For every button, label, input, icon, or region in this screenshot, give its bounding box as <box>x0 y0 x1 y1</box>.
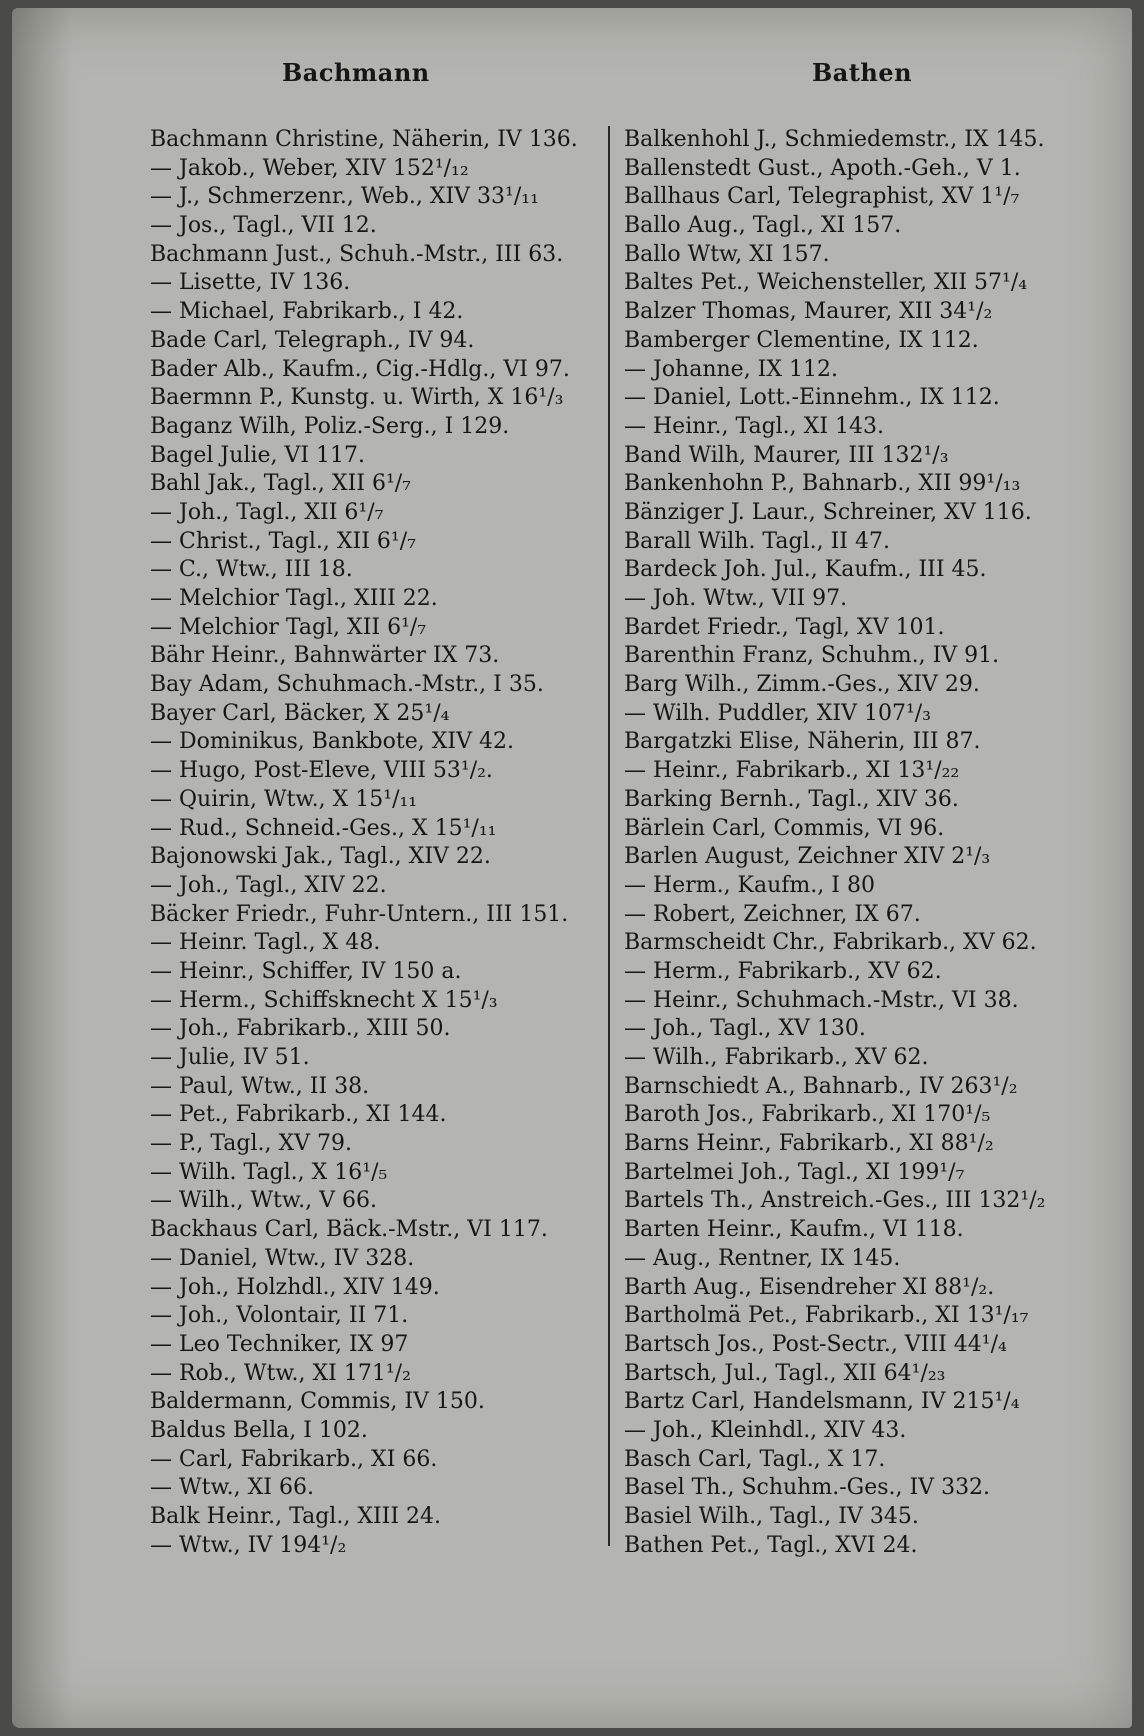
directory-entry: — Heinr., Tagl., XI 143. <box>624 413 884 439</box>
directory-entry: — Heinr., Fabrikarb., XI 13¹/₂₂ <box>624 758 960 784</box>
directory-page <box>12 8 1132 1728</box>
directory-entry: — Wilh., Wtw., V 66. <box>150 1188 377 1214</box>
directory-entry: Basel Th., Schuhm.-Ges., IV 332. <box>624 1475 991 1501</box>
directory-entry: — Christ., Tagl., XII 6¹/₇ <box>150 528 416 554</box>
directory-entry: — Melchior Tagl, XII 6¹/₇ <box>150 614 427 640</box>
directory-entry: Balkenhohl J., Schmiedemstr., IX 145. <box>624 127 1045 152</box>
directory-entry: Bachmann Christine, Näherin, IV 136. <box>150 127 578 152</box>
directory-entry: — Heinr., Schuhmach.-Mstr., VI 38. <box>624 987 1019 1013</box>
directory-entry: Balk Heinr., Tagl., XIII 24. <box>150 1504 442 1529</box>
directory-entry: — Joh., Fabrikarb., XIII 50. <box>150 1016 451 1042</box>
directory-entry: — Rob., Wtw., XI 171¹/₂ <box>150 1360 411 1386</box>
directory-entry: — Wilh. Tagl., X 16¹/₅ <box>150 1159 388 1185</box>
directory-entry: Baermnn P., Kunstg. u. Wirth, X 16¹/₃ <box>150 385 564 411</box>
directory-entry: Balzer Thomas, Maurer, XII 34¹/₂ <box>624 299 993 325</box>
directory-entry: Backhaus Carl, Bäck.-Mstr., VI 117. <box>150 1217 548 1243</box>
directory-entry: — Daniel, Wtw., IV 328. <box>150 1245 415 1271</box>
directory-entry: — C., Wtw., III 18. <box>150 557 353 583</box>
directory-entry: — Michael, Fabrikarb., I 42. <box>150 299 464 325</box>
page-binding-shadow <box>12 8 72 1728</box>
directory-entry: — Melchior Tagl., XIII 22. <box>150 586 438 611</box>
directory-entry: Bader Alb., Kaufm., Cig.-Hdlg., VI 97. <box>150 356 570 382</box>
directory-entry: Bähr Heinr., Bahnwärter IX 73. <box>150 643 500 669</box>
directory-entry: — Joh., Tagl., XIV 22. <box>150 872 387 898</box>
directory-entry: — Wtw., IV 194¹/₂ <box>150 1532 347 1558</box>
directory-entry: — Dominikus, Bankbote, XIV 42. <box>150 729 514 755</box>
directory-entry: — Wilh., Fabrikarb., XV 62. <box>624 1045 929 1070</box>
directory-entry: Ballhaus Carl, Telegraphist, XV 1¹/₇ <box>624 184 1020 210</box>
directory-entry: Bartsch Jos., Post-Sectr., VIII 44¹/₄ <box>624 1331 1007 1357</box>
directory-entry: Bardet Friedr., Tagl, XV 101. <box>624 614 945 640</box>
directory-entry: Bayer Carl, Bäcker, X 25¹/₄ <box>150 700 450 726</box>
directory-entry: — Robert, Zeichner, IX 67. <box>624 901 921 927</box>
directory-entry: — Carl, Fabrikarb., XI 66. <box>150 1446 438 1472</box>
directory-entry: Bankenhohn P., Bahnarb., XII 99¹/₁₃ <box>624 471 1021 497</box>
directory-entry: — J., Schmerzenr., Web., XIV 33¹/₁₁ <box>150 184 539 210</box>
directory-entry: Bay Adam, Schuhmach.-Mstr., I 35. <box>150 672 544 698</box>
directory-entry: Basiel Wilh., Tagl., IV 345. <box>624 1504 919 1529</box>
directory-entry: — Joh., Tagl., XV 130. <box>624 1016 866 1042</box>
directory-entry: Baganz Wilh, Poliz.-Serg., I 129. <box>150 413 510 439</box>
directory-entry: — Jos., Tagl., VII 12. <box>150 213 377 239</box>
directory-entry: Band Wilh, Maurer, III 132¹/₃ <box>624 442 949 468</box>
right-column <box>624 126 1094 1560</box>
directory-entry: — Joh., Volontair, II 71. <box>150 1303 409 1329</box>
directory-entry: Bartels Th., Anstreich.-Ges., III 132¹/₂ <box>624 1188 1046 1214</box>
directory-entry: Bathen Pet., Tagl., XVI 24. <box>624 1532 918 1558</box>
directory-entry: — P., Tagl., XV 79. <box>150 1131 353 1157</box>
directory-entry: Bardeck Joh. Jul., Kaufm., III 45. <box>624 557 987 583</box>
directory-entry: Bachmann Just., Schuh.-Mstr., III 63. <box>150 241 564 267</box>
directory-entry: Basch Carl, Tagl., X 17. <box>624 1446 886 1472</box>
directory-entry: Bahl Jak., Tagl., XII 6¹/₇ <box>150 471 411 497</box>
directory-entry: — Jakob., Weber, XIV 152¹/₁₂ <box>150 155 469 181</box>
directory-entry: — Wtw., XI 66. <box>150 1475 314 1501</box>
directory-entry: Baldermann, Commis, IV 150. <box>150 1389 485 1415</box>
directory-entry: Ballo Wtw, XI 157. <box>624 241 830 267</box>
directory-entry: Barten Heinr., Kaufm., VI 118. <box>624 1217 964 1243</box>
directory-entry: Barnschiedt A., Bahnarb., IV 263¹/₂ <box>624 1073 1018 1099</box>
directory-entry: — Joh., Tagl., XII 6¹/₇ <box>150 499 384 525</box>
page-header-left: Bachmann <box>282 58 430 87</box>
directory-entry: — Johanne, IX 112. <box>624 356 839 382</box>
directory-entry: — Herm., Fabrikarb., XV 62. <box>624 958 942 984</box>
directory-entry: — Paul, Wtw., II 38. <box>150 1073 370 1099</box>
directory-entry: — Aug., Rentner, IX 145. <box>624 1245 901 1271</box>
directory-entry: Baroth Jos., Fabrikarb., XI 170¹/₅ <box>624 1102 991 1128</box>
directory-entry: — Wilh. Puddler, XIV 107¹/₃ <box>624 700 932 726</box>
directory-entry: — Heinr. Tagl., X 48. <box>150 930 381 956</box>
directory-entry: Bargatzki Elise, Näherin, III 87. <box>624 729 981 755</box>
directory-entry: — Joh., Kleinhdl., XIV 43. <box>624 1417 907 1443</box>
directory-entry: Bamberger Clementine, IX 112. <box>624 327 979 353</box>
directory-entry: Barg Wilh., Zimm.-Ges., XIV 29. <box>624 672 980 698</box>
directory-entry: Bartsch, Jul., Tagl., XII 64¹/₂₃ <box>624 1360 946 1386</box>
directory-entry: Barns Heinr., Fabrikarb., XI 88¹/₂ <box>624 1131 994 1157</box>
directory-entry: Bartz Carl, Handelsmann, IV 215¹/₄ <box>624 1389 1020 1415</box>
directory-entry: Barlen August, Zeichner XIV 2¹/₃ <box>624 844 991 870</box>
directory-entry: — Leo Techniker, IX 97 <box>150 1331 409 1357</box>
directory-entry: — Herm., Kaufm., I 80 <box>624 872 875 898</box>
directory-entry: Ballenstedt Gust., Apoth.-Geh., V 1. <box>624 155 1021 181</box>
directory-entry: — Pet., Fabrikarb., XI 144. <box>150 1102 447 1128</box>
directory-entry: Bänziger J. Laur., Schreiner, XV 116. <box>624 499 1032 525</box>
directory-entry: Baltes Pet., Weichensteller, XII 57¹/₄ <box>624 270 1028 296</box>
directory-entry: — Daniel, Lott.-Einnehm., IX 112. <box>624 385 1000 411</box>
directory-entry: Bäcker Friedr., Fuhr-Untern., III 151. <box>150 901 569 927</box>
directory-entry: Barall Wilh. Tagl., II 47. <box>624 528 890 554</box>
left-column <box>150 126 600 1560</box>
directory-entry: Barenthin Franz, Schuhm., IV 91. <box>624 643 1000 669</box>
directory-entry: Ballo Aug., Tagl., XI 157. <box>624 213 902 239</box>
directory-entry: Barmscheidt Chr., Fabrikarb., XV 62. <box>624 930 1037 956</box>
directory-entry: — Julie, IV 51. <box>150 1045 310 1070</box>
directory-entry: — Hugo, Post-Eleve, VIII 53¹/₂. <box>150 758 493 784</box>
directory-entry: Bartelmei Joh., Tagl., XI 199¹/₇ <box>624 1159 965 1185</box>
column-divider <box>608 126 610 1546</box>
directory-entry: Baldus Bella, I 102. <box>150 1417 368 1443</box>
directory-entry: Bärlein Carl, Commis, VI 96. <box>624 815 945 841</box>
directory-entry: — Herm., Schiffsknecht X 15¹/₃ <box>150 987 498 1013</box>
directory-entry: — Rud., Schneid.-Ges., X 15¹/₁₁ <box>150 815 497 841</box>
directory-entry: — Lisette, IV 136. <box>150 270 351 296</box>
directory-entry: Bagel Julie, VI 117. <box>150 442 366 468</box>
directory-entry: Barth Aug., Eisendreher XI 88¹/₂. <box>624 1274 995 1300</box>
directory-entry: — Heinr., Schiffer, IV 150 a. <box>150 958 462 984</box>
directory-entry: Barking Bernh., Tagl., XIV 36. <box>624 786 959 812</box>
directory-entry: Bartholmä Pet., Fabrikarb., XI 13¹/₁₇ <box>624 1303 1029 1329</box>
directory-entry: — Joh. Wtw., VII 97. <box>624 586 848 611</box>
directory-entry: — Quirin, Wtw., X 15¹/₁₁ <box>150 786 418 812</box>
page-header-right: Bathen <box>812 58 913 87</box>
directory-entry: — Joh., Holzhdl., XIV 149. <box>150 1274 440 1300</box>
directory-entry: Bade Carl, Telegraph., IV 94. <box>150 327 475 353</box>
directory-entry: Bajonowski Jak., Tagl., XIV 22. <box>150 844 491 870</box>
